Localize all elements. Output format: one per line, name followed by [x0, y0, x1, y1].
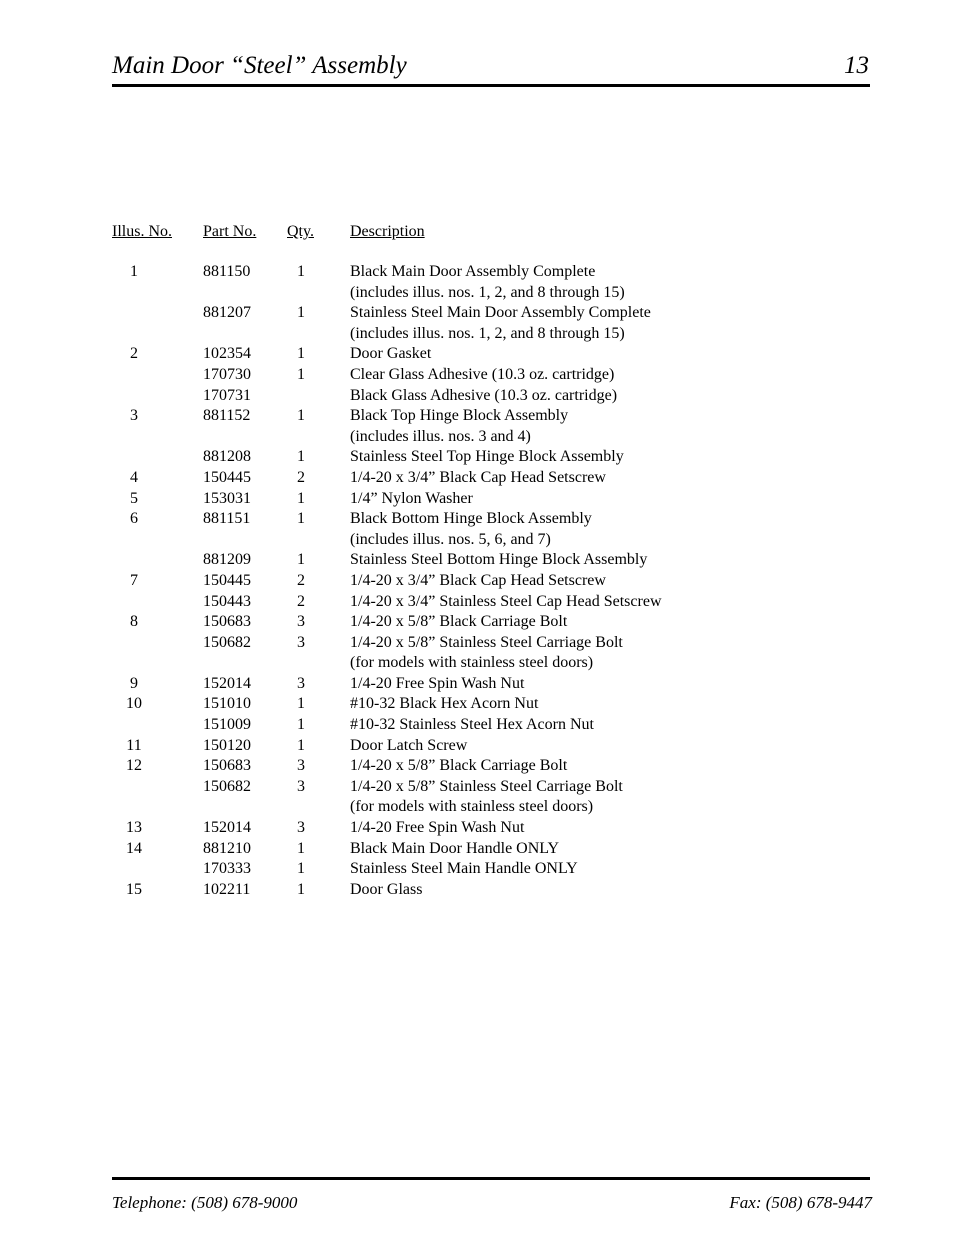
cell-description: 1/4-20 x 5/8” Stainless Steel Carriage Bolt — [350, 777, 623, 795]
cell-part-no: 151010 — [203, 695, 251, 713]
cell-description: Door Latch Screw — [350, 736, 468, 754]
cell-part-no: 150683 — [203, 613, 251, 631]
cell-part-no: 150683 — [203, 757, 251, 775]
table-row — [112, 818, 732, 839]
cell-part-no: 881152 — [203, 407, 251, 425]
cell-description: 1/4-20 Free Spin Wash Nut — [350, 819, 525, 837]
table-row — [112, 489, 732, 510]
table-row — [112, 633, 732, 654]
header-divider — [112, 84, 870, 87]
cell-description: (includes illus. nos. 1, 2, and 8 through 15) — [350, 324, 625, 342]
table-row — [112, 612, 732, 633]
table-row — [112, 262, 732, 283]
page-title: Main Door “Steel” Assembly — [112, 52, 407, 79]
cell-qty: 1 — [297, 407, 305, 425]
cell-description: Stainless Steel Main Door Assembly Complete — [350, 304, 651, 322]
cell-description: Stainless Steel Top Hinge Block Assembly — [350, 448, 624, 466]
footer-divider — [112, 1177, 870, 1180]
cell-qty: 1 — [297, 736, 305, 754]
cell-qty: 1 — [297, 716, 305, 734]
cell-part-no: 881207 — [203, 304, 251, 322]
table-row — [112, 756, 732, 777]
table-row — [112, 550, 732, 571]
cell-illus-no: 10 — [126, 695, 142, 713]
footer-telephone: Telephone: (508) 678-9000 — [112, 1193, 298, 1212]
cell-part-no: 150682 — [203, 633, 251, 651]
cell-description: Black Main Door Handle ONLY — [350, 839, 560, 857]
cell-part-no: 152014 — [203, 819, 251, 837]
table-row — [112, 839, 732, 860]
cell-description: #10-32 Stainless Steel Hex Acorn Nut — [350, 716, 594, 734]
cell-part-no: 881209 — [203, 551, 251, 569]
cell-description: Black Glass Adhesive (10.3 oz. cartridge) — [350, 386, 618, 404]
cell-description: 1/4-20 x 3/4” Black Cap Head Setscrew — [350, 468, 606, 486]
cell-description: (includes illus. nos. 1, 2, and 8 through 15) — [350, 283, 625, 301]
cell-part-no: 881150 — [203, 263, 251, 280]
cell-qty: 1 — [297, 345, 305, 363]
cell-illus-no: 9 — [130, 674, 138, 692]
cell-part-no: 150443 — [203, 592, 251, 610]
cell-description: Clear Glass Adhesive (10.3 oz. cartridge) — [350, 365, 615, 383]
cell-qty: 3 — [297, 633, 305, 651]
table-row — [112, 386, 732, 407]
cell-illus-no: 7 — [130, 571, 138, 589]
table-row — [112, 571, 732, 592]
cell-description: 1/4-20 x 5/8” Black Carriage Bolt — [350, 613, 568, 631]
cell-illus-no: 5 — [130, 489, 138, 507]
cell-qty: 2 — [297, 468, 305, 486]
cell-qty: 1 — [297, 860, 305, 878]
cell-qty: 3 — [297, 819, 305, 837]
cell-part-no: 881208 — [203, 448, 251, 466]
table-row — [112, 653, 732, 674]
cell-description: (for models with stainless steel doors) — [350, 798, 594, 816]
cell-part-no: 150445 — [203, 468, 251, 486]
cell-qty: 3 — [297, 757, 305, 775]
table-row — [112, 715, 732, 736]
column-header-qty: Qty. — [287, 223, 314, 240]
column-header-description: Description — [350, 223, 425, 240]
cell-illus-no: 13 — [126, 819, 142, 837]
cell-description: Stainless Steel Main Handle ONLY — [350, 860, 578, 878]
cell-illus-no: 4 — [130, 468, 138, 486]
table-row — [112, 365, 732, 386]
cell-part-no: 170730 — [203, 365, 251, 383]
cell-part-no: 152014 — [203, 674, 251, 692]
table-body — [112, 262, 732, 900]
table-row — [112, 324, 732, 345]
footer-fax: Fax: (508) 678-9447 — [729, 1193, 872, 1212]
cell-description: 1/4-20 x 5/8” Stainless Steel Carriage Bolt — [350, 633, 623, 651]
table-row — [112, 736, 732, 757]
column-header-illus-no: Illus. No. — [112, 223, 172, 240]
cell-qty: 2 — [297, 571, 305, 589]
cell-illus-no: 2 — [130, 345, 138, 363]
cell-illus-no: 8 — [130, 613, 138, 631]
cell-illus-no: 6 — [130, 510, 138, 528]
table-row — [112, 530, 732, 551]
table-row — [112, 592, 732, 613]
cell-description: 1/4-20 x 3/4” Black Cap Head Setscrew — [350, 571, 606, 589]
cell-qty: 3 — [297, 613, 305, 631]
cell-qty: 2 — [297, 592, 305, 610]
page-number: 13 — [844, 52, 869, 79]
table-row — [112, 880, 732, 901]
cell-description: Door Glass — [350, 880, 423, 898]
cell-part-no: 881151 — [203, 510, 251, 528]
cell-qty: 1 — [297, 304, 305, 322]
cell-description: (for models with stainless steel doors) — [350, 654, 594, 672]
cell-part-no: 151009 — [203, 716, 251, 734]
cell-part-no: 881210 — [203, 839, 251, 857]
table-row — [112, 797, 732, 818]
table-row — [112, 509, 732, 530]
cell-qty: 1 — [297, 551, 305, 569]
cell-illus-no: 12 — [126, 757, 142, 775]
cell-qty: 1 — [297, 365, 305, 383]
table-header-row — [112, 222, 732, 242]
cell-part-no: 170731 — [203, 386, 251, 404]
cell-qty: 1 — [297, 448, 305, 466]
cell-description: Black Top Hinge Block Assembly — [350, 407, 569, 425]
table-row — [112, 303, 732, 324]
cell-qty: 1 — [297, 695, 305, 713]
cell-qty: 1 — [297, 880, 305, 898]
parts-table — [112, 222, 732, 900]
cell-qty: 3 — [297, 674, 305, 692]
cell-part-no: 150120 — [203, 736, 251, 754]
cell-illus-no: 14 — [126, 839, 142, 857]
table-row — [112, 406, 732, 427]
cell-part-no: 150682 — [203, 777, 251, 795]
cell-description: 1/4-20 x 5/8” Black Carriage Bolt — [350, 757, 568, 775]
table-row — [112, 694, 732, 715]
cell-illus-no: 11 — [126, 736, 142, 754]
table-row — [112, 468, 732, 489]
cell-part-no: 170333 — [203, 860, 251, 878]
column-header-part-no: Part No. — [203, 223, 257, 240]
table-row — [112, 447, 732, 468]
cell-qty: 1 — [297, 489, 305, 507]
cell-part-no: 153031 — [203, 489, 251, 507]
cell-qty: 1 — [297, 839, 305, 857]
cell-description: Stainless Steel Bottom Hinge Block Assembly — [350, 551, 648, 569]
cell-illus-no: 3 — [130, 407, 138, 425]
cell-description: (includes illus. nos. 3 and 4) — [350, 427, 531, 445]
cell-illus-no: 1 — [130, 263, 138, 280]
cell-description: 1/4-20 Free Spin Wash Nut — [350, 674, 525, 692]
table-row — [112, 674, 732, 695]
cell-description: 1/4-20 x 3/4” Stainless Steel Cap Head Setscrew — [350, 592, 662, 610]
cell-description: 1/4” Nylon Washer — [350, 489, 473, 507]
cell-qty: 3 — [297, 777, 305, 795]
cell-description: Black Main Door Assembly Complete — [350, 263, 596, 280]
cell-description: Black Bottom Hinge Block Assembly — [350, 510, 592, 528]
cell-qty: 1 — [297, 510, 305, 528]
table-row — [112, 859, 732, 880]
cell-description: (includes illus. nos. 5, 6, and 7) — [350, 530, 551, 548]
table-row — [112, 283, 732, 304]
table-row — [112, 777, 732, 798]
cell-description: Door Gasket — [350, 345, 432, 363]
cell-part-no: 102211 — [203, 880, 251, 898]
table-row — [112, 427, 732, 448]
cell-qty: 1 — [297, 263, 305, 280]
cell-part-no: 102354 — [203, 345, 251, 363]
cell-illus-no: 15 — [126, 880, 142, 898]
cell-description: #10-32 Black Hex Acorn Nut — [350, 695, 539, 713]
table-row — [112, 344, 732, 365]
cell-part-no: 150445 — [203, 571, 251, 589]
